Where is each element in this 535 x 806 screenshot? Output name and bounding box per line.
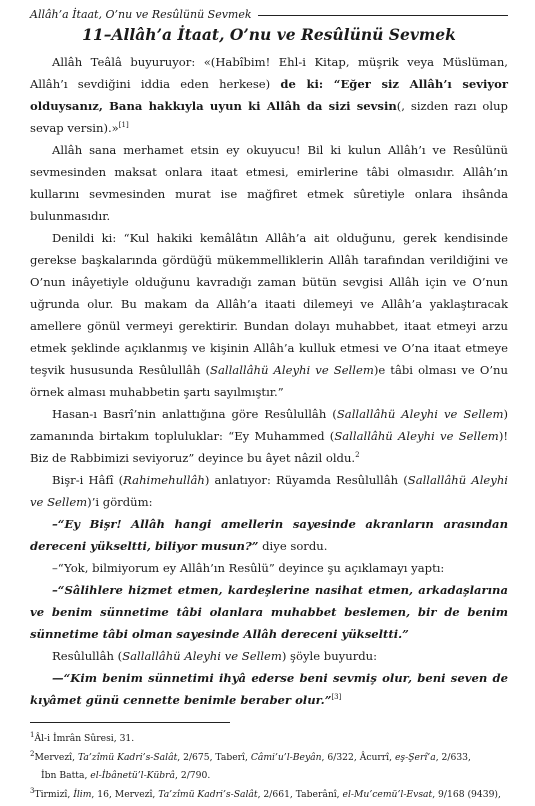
- fn2-ref-1: , 2/675, Taberî,: [177, 751, 251, 763]
- paragraph-5: [30, 469, 508, 513]
- paragraph-10: [30, 667, 508, 711]
- p6-text: diye sordu.: [258, 539, 328, 553]
- fn2-work-2: Câmi’u’l-Beyân: [250, 751, 322, 763]
- fn3-ref-3: , 9/168 (9439),: [432, 788, 501, 800]
- fn3-work-1: İlim: [73, 788, 92, 800]
- fn2-work-1: Ta’zîmü Kadri’s-Salât: [77, 751, 178, 763]
- p3-text-end: )e tâbi olması ve O’nu örnek alması muhabbetin şartı sayılmıştır.”: [30, 363, 508, 399]
- p5-salawat: Sallallâhü Aleyhi ve Sellem: [30, 473, 508, 509]
- fn2-work-3: eş-Şerî’a: [394, 751, 436, 763]
- p9-text: Resûlullâh (: [52, 649, 123, 663]
- p4-text: Hasan-ı Basrî’nin anlattığına göre Resûlullâh (: [52, 407, 337, 421]
- body-text: [30, 51, 508, 711]
- footnote-1-number: 1: [30, 730, 35, 739]
- p3-salawat: Sallallâhü Aleyhi ve Sellem: [210, 363, 374, 377]
- footnote-3: [30, 786, 508, 805]
- footnote-3-number: 3: [30, 786, 35, 795]
- paragraph-2: Allâh sana merhamet etsin ey okuyucu! Bil ki kulun Allâh’ı ve Resûlünü sevmesinden maksat onlara itaat etmesi, emirlerine tâbi olmasıdır. Allâh’ın kullarını sevmesinden murat ise mağfiret etmek sûretiyle onlara ihsânda bulunmasıdır.: [30, 143, 508, 223]
- paragraph-7: –“Yok, bilmiyorum ey Allâh’ın Resûlü” deyince şu açıklamayı yaptı:: [52, 561, 445, 575]
- paragraph-3: [30, 227, 508, 403]
- p5-text-end: )’i gördüm:: [87, 495, 153, 509]
- p6-hadith-question: –“Ey Bişr! Allâh hangi amellerin sayesinde akranların arasından dereceni yükseltti, biliyor musun?”: [30, 517, 508, 553]
- p5-text: Bişr-i Hâfî (: [52, 473, 124, 487]
- footnote-ref-2[interactable]: 2: [355, 451, 360, 460]
- footnote-1-text: Âl-i İmrân Sûresi, 31.: [34, 733, 135, 744]
- footnote-2-number: 2: [30, 749, 35, 758]
- p5-rahimehullah: Rahimehullâh: [123, 473, 205, 487]
- fn3-ref-2: , 2/661, Taberânî,: [257, 788, 343, 800]
- fn2-ref-4: , 2/790.: [175, 770, 211, 781]
- p1-text-end: (, sizden razı olup sevap versin).»: [30, 99, 508, 135]
- book-page: [0, 6, 535, 806]
- chapter-title: 11–Allâh’a İtaat, O’nu ve Resûlünü Sevmek: [82, 25, 456, 44]
- running-title: Allâh’a İtaat, O’nu ve Resûlünü Sevmek: [30, 7, 252, 21]
- p1-quran-quote: de ki: “Eğer siz Allâh’ı seviyor olduysanız, Bana hakkıyla uyun ki Allâh da sizi sevsin: [30, 77, 508, 113]
- paragraph-4: [30, 403, 508, 469]
- p4-text-mid: ) zamanında birtakım topluluklar: “Ey Muhammed (: [30, 407, 509, 443]
- footnotes: [30, 730, 508, 804]
- footnote-2-continued: [30, 767, 508, 786]
- footnote-2: [30, 749, 508, 768]
- fn2-ref-3: , 2/633,: [435, 751, 471, 763]
- paragraph-1: [30, 51, 508, 139]
- paragraph-9: [30, 645, 508, 667]
- running-header: [30, 6, 508, 22]
- paragraph-8: [30, 579, 508, 645]
- p9-text-end: ) şöyle buyurdu:: [281, 649, 378, 663]
- footnote-ref-3[interactable]: [3]: [331, 693, 342, 702]
- p3-text: Denildi ki: “Kul hakiki kemâlâtın Allâh’a ait olduğunu, gerek kendisinde gerekse başkalarında gördüğü mükemmelliklerin Allâh tarafından verildiğini ve O’nun inâyetiyle olduğunu kavradığı zaman bütün sevgisi Allâh için ve O’nun uğrunda olur. Bu makam da Allâh’a itaati dilemeyi ve Allâh’a yaklaştıracak amellere gönül vermeyi gerektirir. Bundan dolayı muhabbet, itaat etmeyi arzu etmek şeklinde açıklanmış ve kişinin Allâh’a kulluk etmesi ve O’na itaat etmeye teşvik hususunda Resûlullâh (: [30, 231, 508, 377]
- p4-salawat-1: Sallallâhü Aleyhi ve Sellem: [336, 407, 504, 421]
- p8-hadith-answer: –“Sâlihlere hizmet etmen, kardeşlerine nasihat etmen, arkadaşlarına ve benim sünnetime tâbi olanlara muhabbet beslemen, bir de benim sünnetime tâbi olman sayesinde Allâh dereceni yükseltti.”: [30, 583, 508, 641]
- fn3-work-2: Ta’zîmü Kadri’s-Salât: [158, 788, 258, 800]
- p4-text-end: )! Biz de Rabbimizi seviyoruz” deyince bu âyet nâzil oldu.: [30, 429, 508, 465]
- p1-text: Allâh Teâlâ buyuruyor: «(Habîbim! Ehl-i Kitap, müşrik veya Müslüman, Allâh’ı sevdiğini iddia eden herkese): [30, 55, 508, 91]
- fn2-ref-2: , 6/322, Âcurrî,: [321, 751, 395, 763]
- p5-text-mid: ) anlatıyor: Rüyamda Resûlullâh (: [204, 473, 408, 487]
- fn2-author: Mervezî,: [34, 751, 78, 763]
- fn3-work-3: el-Mu’cemü’l-Evsat: [342, 788, 433, 800]
- footnote-ref-1[interactable]: [1]: [118, 121, 129, 130]
- fn2-author-2: İbn Batta,: [41, 770, 91, 781]
- footnote-1: [30, 730, 508, 749]
- fn3-author: Tirmizî,: [34, 788, 74, 800]
- paragraph-6: [30, 513, 508, 557]
- p9-salawat: Sallallâhü Aleyhi ve Sellem: [122, 649, 282, 663]
- p10-hadith: —“Kim benim sünnetimi ihyâ ederse beni sevmiş olur, beni seven de kıyâmet günü cennette benimle beraber olur.”: [30, 671, 508, 707]
- fn3-ref-1: , 16, Mervezî,: [91, 788, 159, 800]
- footnote-rule: [30, 722, 230, 723]
- header-rule: [258, 15, 508, 16]
- fn2-work-4: el-İbânetü’l-Kübrâ: [90, 770, 176, 781]
- p4-salawat-2: Sallallâhü Aleyhi ve Sellem: [334, 429, 499, 443]
